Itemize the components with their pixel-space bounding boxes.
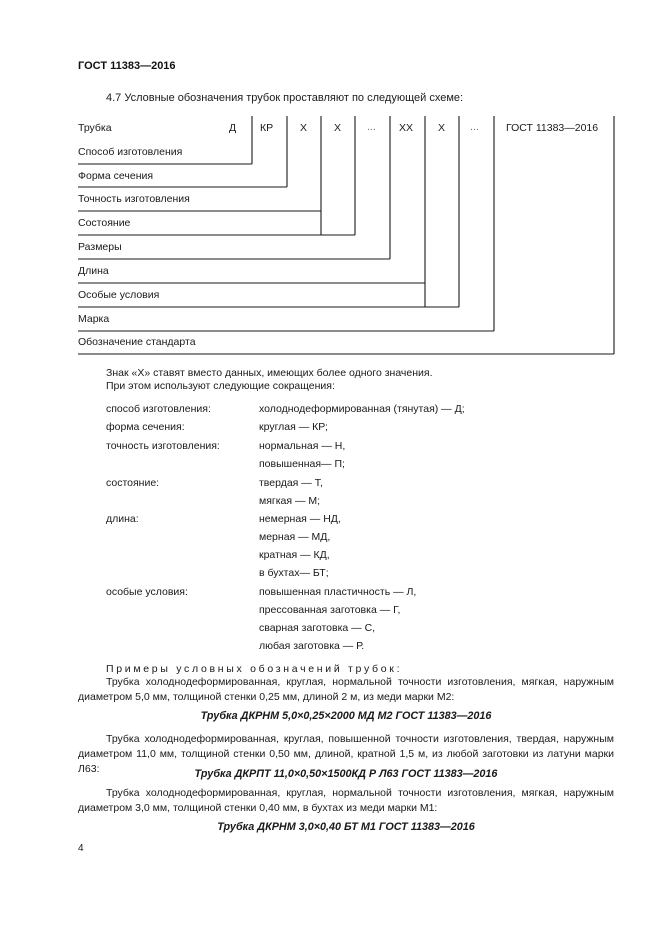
abbr-value: круглая — КР; (259, 421, 328, 433)
scheme-code-standard: ГОСТ 11383—2016 (506, 122, 599, 134)
example-designation: Трубка ДКРНМ 3,0×0,40 БТ М1 ГОСТ 11383—2016 (217, 821, 475, 833)
abbr-value: повышенная— П; (259, 458, 345, 470)
example-description-text: Трубка холоднодеформированная, круглая, повышенной точности изготовления, твердая, наружным диаметром 11,0 мм, толщиной стенки 0,50 мм, длиной, кратной 1,5 м, из любой заготовки из латуни марки Л63: (78, 733, 614, 775)
example-description (78, 675, 614, 705)
abbr-value: повышенная пластичность — Л, (259, 586, 417, 598)
abbr-label-state: состояние: (106, 477, 160, 489)
scheme-code-method: Д (229, 122, 237, 134)
abbr-value: в бухтах— БТ; (259, 567, 329, 579)
abbr-label-shape: форма сечения: (106, 421, 185, 433)
note-line: Знак «Х» ставят вместо данных, имеющих более одного значения. (106, 367, 433, 379)
scheme-row-label: Способ изготовления (78, 146, 183, 158)
abbr-label-method: способ изготовления: (106, 403, 211, 415)
abbr-value: сварная заготовка — С, (259, 622, 376, 634)
abbr-value: немерная — НД, (259, 513, 341, 525)
abbr-value: прессованная заготовка — Г, (259, 604, 401, 616)
abbr-label-accuracy: точность изготовления: (106, 440, 220, 452)
scheme-row-label: Точность изготовления (78, 193, 190, 205)
example-description-text: Трубка холоднодеформированная, круглая, нормальной точности изготовления, мягкая, наружным диаметром 3,0 мм, толщиной стенки 0,40 мм, в бухтах из меди марки М1: (78, 787, 614, 814)
scheme-code-state: Х (334, 122, 342, 134)
scheme-row-label: Состояние (78, 217, 131, 229)
abbr-value: кратная — КД, (259, 549, 330, 561)
scheme-row-label: Особые условия (78, 289, 160, 301)
abbr-value: холоднодеформированная (тянутая) — Д; (259, 403, 465, 415)
abbr-value: любая заготовка — Р. (259, 640, 365, 652)
scheme-row-label: Форма сечения (78, 170, 154, 182)
scheme-code-shape: КР (260, 122, 274, 134)
scheme-row-label: Длина (78, 265, 109, 277)
scheme-code-special: Х (438, 122, 446, 134)
abbr-value: мерная — МД, (259, 531, 331, 543)
abbr-value: твердая — Т, (259, 477, 323, 489)
examples-title: Примеры условных обозначений трубок: (106, 663, 403, 675)
example-description-text: Трубка холоднодеформированная, круглая, нормальной точности изготовления, мягкая, наружным диаметром 5,0 мм, толщиной стенки 0,25 мм, длиной 2 м, из меди марки М2: (78, 676, 614, 703)
scheme-code-accuracy: Х (300, 122, 308, 134)
abbr-label-special: особые условия: (106, 586, 188, 598)
document-header-code: ГОСТ 11383—2016 (78, 60, 176, 72)
example-designation: Трубка ДКРПТ 11,0×0,50×1500КД Р Л63 ГОСТ 11383—2016 (194, 768, 498, 780)
scheme-code-grade: ... (470, 121, 479, 133)
scheme-code-sizes: ... (367, 121, 376, 133)
scheme-row-label: Размеры (78, 241, 122, 253)
example-description (78, 786, 614, 816)
scheme-row-label: Марка (78, 313, 110, 325)
scheme-code-length: ХХ (399, 122, 414, 134)
example-designation: Трубка ДКРНМ 5,0×0,25×2000 МД М2 ГОСТ 11383—2016 (200, 710, 492, 722)
abbr-label-length: длина: (106, 513, 139, 525)
abbr-value: нормальная — Н, (259, 440, 346, 452)
abbr-value: мягкая — М; (259, 495, 321, 507)
page-number: 4 (78, 843, 84, 854)
section-intro: 4.7 Условные обозначения трубок проставляют по следующей схеме: (106, 92, 464, 104)
scheme-item-label: Трубка (78, 122, 112, 134)
scheme-row-label: Обозначение стандарта (78, 336, 196, 348)
note-line: При этом используют следующие сокращения: (106, 380, 335, 392)
